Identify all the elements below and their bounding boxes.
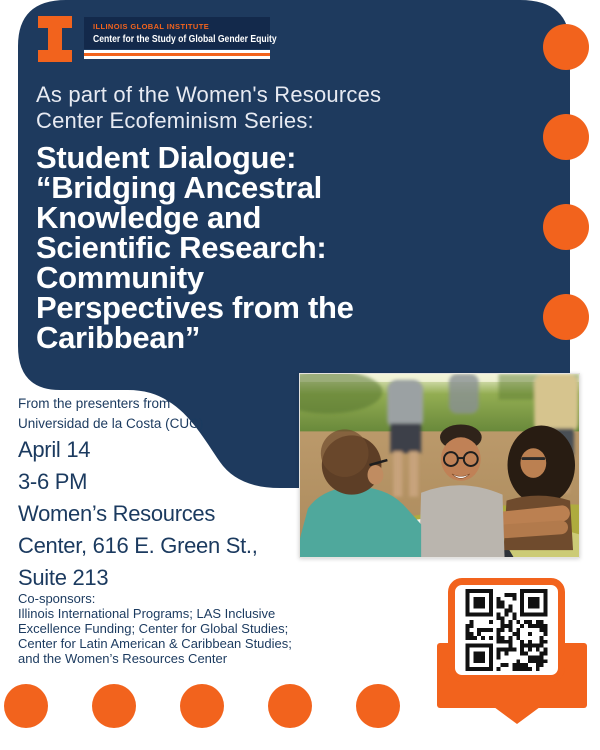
event-title (36, 140, 354, 355)
cosponsors-label: Co-sponsors: (18, 591, 96, 606)
qr-frame (448, 578, 565, 682)
title-line: Knowledge and (36, 200, 262, 235)
title-line: Caribbean” (36, 320, 201, 355)
presenters-note (18, 394, 203, 434)
orange-dot (543, 24, 589, 70)
event-location: Women’s Resources (18, 501, 216, 526)
orange-dot (92, 684, 136, 728)
series-line: Center Ecofeminism Series: (36, 108, 314, 133)
series-note (36, 82, 381, 134)
title-line: Perspectives from the (36, 290, 354, 325)
event-time: 3-6 PM (18, 469, 88, 494)
cosponsors-line: and the Women’s Resources Center (18, 651, 228, 666)
cosponsors-line: Center for Latin American & Caribbean Studies; (18, 636, 292, 651)
orange-dot (543, 114, 589, 160)
title-line: Scientific Research: (36, 230, 327, 265)
orange-dot (268, 684, 312, 728)
event-location: Suite 213 (18, 565, 109, 590)
orange-dot (4, 684, 48, 728)
orange-dot (543, 204, 589, 250)
center-name: Center for the Study of Global Gender Equity (93, 33, 277, 45)
institute-wordmark (84, 17, 277, 49)
orange-dot (180, 684, 224, 728)
title-line: Community (36, 260, 204, 295)
series-line: As part of the Women's Resources (36, 82, 382, 107)
institute-name: ILLINOIS GLOBAL INSTITUTE (93, 22, 210, 31)
qr-code-icon (459, 589, 554, 671)
presenters-line: Universidad de la Costa (CUC) (18, 416, 204, 431)
title-line: “Bridging Ancestral (36, 170, 322, 205)
orange-dot (356, 684, 400, 728)
wordmark-stripes (84, 50, 270, 59)
event-location: Center, 616 E. Green St., (18, 533, 258, 558)
cosponsors-line: Illinois International Programs; LAS Inclusive (18, 606, 276, 621)
cosponsors (18, 591, 292, 666)
illinois-block-i-logo (38, 16, 72, 62)
orange-dot (543, 294, 589, 340)
event-details (18, 434, 258, 594)
qr-bubble-tail (494, 707, 540, 724)
title-line: Student Dialogue: (36, 140, 297, 175)
event-photo (299, 373, 580, 558)
presenters-line: From the presenters from (18, 396, 171, 411)
cosponsors-line: Excellence Funding; Center for Global Studies; (18, 621, 289, 636)
event-date: April 14 (18, 437, 91, 462)
